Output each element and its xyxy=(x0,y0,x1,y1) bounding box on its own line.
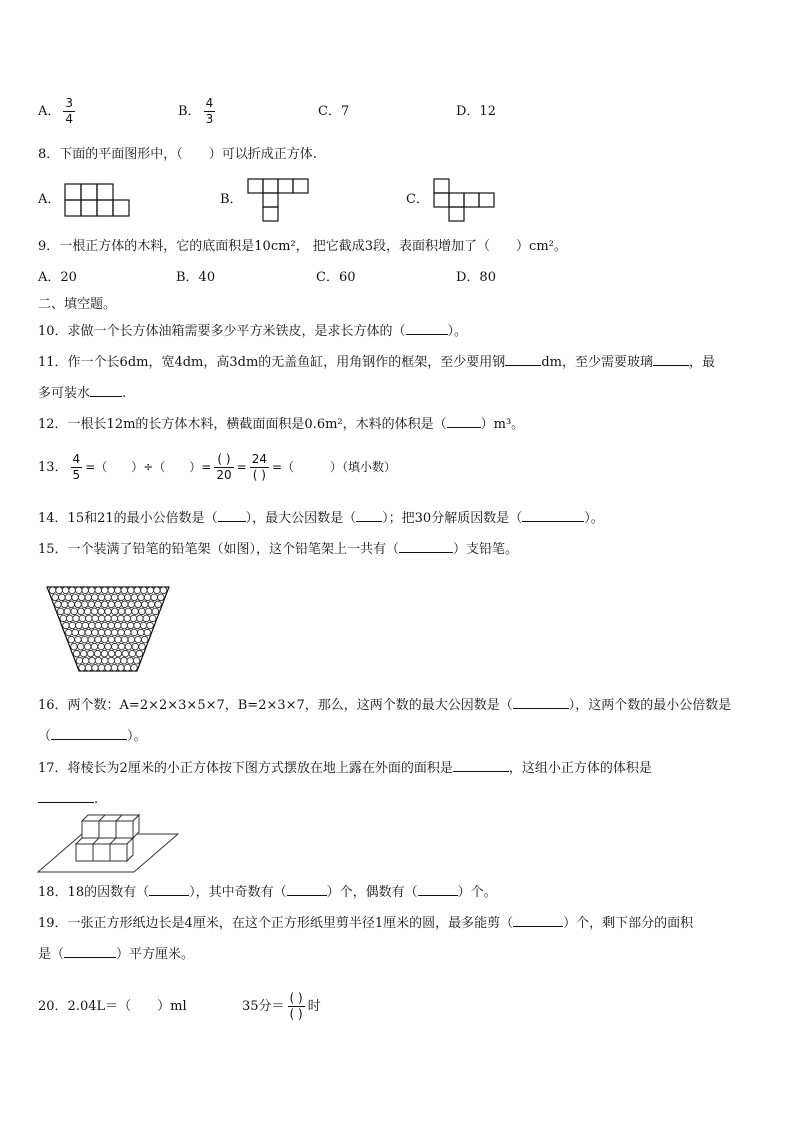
q20-text-1: 20．2.04L＝（ ）ml xyxy=(38,999,187,1014)
q14-text-2: ），最大公因数是（ xyxy=(245,511,357,526)
q13-text-2: = xyxy=(236,460,247,474)
pencil-circle xyxy=(72,594,79,601)
q16-question-line2 xyxy=(38,727,147,746)
pencil-circle xyxy=(98,608,105,615)
pencil-circle xyxy=(98,643,105,650)
pencil-circle xyxy=(134,622,141,629)
stacked-cubes-figure xyxy=(36,812,180,874)
pencil-circle xyxy=(115,636,122,643)
pencil-circle xyxy=(151,594,158,601)
q13-label: 13． xyxy=(38,460,68,475)
fraction-numerator: 4 xyxy=(72,452,81,466)
q20-text-3: 时 xyxy=(307,999,321,1014)
q19-question-line2 xyxy=(38,945,194,964)
q12-text-2: ）m³。 xyxy=(480,417,525,432)
pencil-circle xyxy=(144,629,151,636)
pencil-circle xyxy=(144,594,151,601)
pencil-circle xyxy=(128,601,135,608)
pencil-circle xyxy=(138,594,145,601)
q19-question xyxy=(38,914,693,933)
pencil-circle xyxy=(98,594,105,601)
pencil-circle xyxy=(108,650,115,657)
answer-blank[interactable] xyxy=(287,883,327,896)
pencil-circle xyxy=(71,608,78,615)
fraction-denominator: 20 xyxy=(216,468,232,482)
q14-question xyxy=(38,509,604,528)
pencil-circle xyxy=(108,587,115,594)
pencil-circle xyxy=(79,615,86,622)
q13-fraction-3[interactable] xyxy=(250,452,269,483)
q7-option-a-label: A． xyxy=(38,104,61,119)
q9-option-b: B．40 xyxy=(176,270,216,285)
q8-net-c-figure xyxy=(432,177,496,225)
pencil-circle xyxy=(118,643,125,650)
pencil-circle xyxy=(115,601,122,608)
pencil-circle xyxy=(57,608,64,615)
pencil-circle xyxy=(129,650,136,657)
pencil-circle xyxy=(135,636,142,643)
pencil-circle xyxy=(92,664,99,671)
q19-text-2: ）个，剩下部分的面积 xyxy=(563,916,694,931)
pencil-circle xyxy=(132,608,139,615)
section-heading-fill-blank: 二、填空题。 xyxy=(38,297,117,312)
pencil-circle xyxy=(118,629,125,636)
q13-question xyxy=(38,452,396,483)
q17-question-line2 xyxy=(38,790,98,809)
q18-text-1: 18．18的因数有（ xyxy=(38,885,150,900)
q10-question xyxy=(38,322,467,341)
pencil-circle xyxy=(130,615,137,622)
pencil-circle xyxy=(95,601,102,608)
answer-blank[interactable] xyxy=(453,759,509,772)
pencil-circle xyxy=(91,608,98,615)
pencil-circle xyxy=(117,615,124,622)
pencil-circle xyxy=(101,622,108,629)
pencil-circle xyxy=(108,601,115,608)
pencil-circle xyxy=(66,615,73,622)
pencil-circle xyxy=(108,636,115,643)
answer-blank[interactable] xyxy=(447,415,481,428)
pencil-circle xyxy=(85,664,92,671)
pencil-circle xyxy=(101,601,108,608)
q14-text-4: ）。 xyxy=(584,511,604,526)
q18-text-3: ）个，偶数有（ xyxy=(326,885,418,900)
pencil-circle xyxy=(81,636,88,643)
pencil-circle xyxy=(75,587,82,594)
pencil-circle xyxy=(121,601,128,608)
pencil-circle xyxy=(73,650,80,657)
q18-text-2: ），其中奇数有（ xyxy=(189,885,287,900)
pencil-circle xyxy=(118,594,125,601)
pencil-circle xyxy=(131,629,138,636)
pencil-circle xyxy=(82,622,89,629)
q20-fraction[interactable] xyxy=(288,991,305,1022)
q20-text-2: 35分＝ xyxy=(242,999,285,1014)
pencil-circle xyxy=(78,608,85,615)
pencil-circle xyxy=(85,629,92,636)
pencil-circle xyxy=(127,622,134,629)
fraction-denominator: 3 xyxy=(205,112,214,126)
pencil-circle xyxy=(88,636,95,643)
q12-text-1: 12．一根长12m的长方体木料，横截面面积是0.6m²，木料的体积是（ xyxy=(38,417,447,432)
q8-net-b-figure xyxy=(246,177,310,225)
q11-question-line2 xyxy=(38,384,126,403)
pencil-circle xyxy=(78,629,85,636)
q11-text-1: 11．作一个长6dm，宽4dm，高3dm的无盖鱼缸，用角钢作的框架，至少要用钢 xyxy=(38,355,506,370)
answer-blank[interactable] xyxy=(653,353,689,366)
pencil-circle xyxy=(73,615,80,622)
pencil-circle xyxy=(79,664,86,671)
pencil-circle xyxy=(75,601,82,608)
pencil-circle xyxy=(140,622,147,629)
pencil-circle xyxy=(92,615,99,622)
q15-text-1: 15．一个装满了铅笔的铅笔架（如图），这个铅笔架上一共有（ xyxy=(38,542,400,557)
pencil-circle xyxy=(155,601,162,608)
pencil-circle xyxy=(76,657,83,664)
q7-option-a xyxy=(38,96,178,127)
q9-question: 9．一根正方体的木料，它的底面积是10cm²， 把它截成3段，表面积增加了（ ）cm²。 xyxy=(38,239,567,254)
pencil-circle xyxy=(114,622,121,629)
fraction-denominator: 5 xyxy=(72,468,81,482)
answer-blank[interactable] xyxy=(399,540,453,553)
pencil-circle xyxy=(147,622,154,629)
q7-option-b-label: B． xyxy=(178,104,201,119)
answer-blank[interactable] xyxy=(218,509,246,522)
fraction-numerator: 24 xyxy=(251,452,267,466)
q16-text-1: 16．两个数：A=2×2×3×5×7，B=2×3×7，那么，这两个数的最大公因数是（ xyxy=(38,698,513,713)
pencil-circle xyxy=(105,629,112,636)
pencil-circle xyxy=(63,622,70,629)
pencil-circle xyxy=(121,657,128,664)
fraction-numerator: 3 xyxy=(65,96,74,110)
pencil-circle xyxy=(98,615,105,622)
pencil-circle xyxy=(81,601,88,608)
q17-text-2: ，这组小正方体的体积是 xyxy=(508,761,652,776)
pencil-circle xyxy=(84,643,91,650)
answer-blank[interactable] xyxy=(418,883,458,896)
pencil-circle xyxy=(95,587,102,594)
pencil-circle xyxy=(75,636,82,643)
answer-blank[interactable] xyxy=(513,914,563,927)
pencil-circle xyxy=(105,664,112,671)
q16-question xyxy=(38,696,731,715)
pencil-circle xyxy=(141,636,148,643)
pencil-circle xyxy=(72,629,79,636)
q11-text-3: ，最 xyxy=(688,355,715,370)
q7-option-a-fraction xyxy=(63,96,75,127)
pencil-circle xyxy=(121,636,128,643)
answer-blank[interactable] xyxy=(51,727,127,740)
q7-options xyxy=(38,96,496,127)
pencil-circle xyxy=(60,615,67,622)
q15-text-2: ）支铅笔。 xyxy=(453,542,519,557)
pencil-circle xyxy=(137,615,144,622)
q12-question xyxy=(38,415,524,434)
q7-option-b-fraction xyxy=(204,96,216,127)
q8-net-a-figure xyxy=(64,183,132,217)
q16-text-4: ）。 xyxy=(127,729,147,744)
q9-option-d: D．80 xyxy=(456,270,496,285)
answer-blank[interactable] xyxy=(522,509,584,522)
pencil-circle xyxy=(115,650,122,657)
pencil-circle xyxy=(55,601,62,608)
pencil-circle xyxy=(141,587,148,594)
pencil-circle xyxy=(94,650,101,657)
pencil-circle xyxy=(114,587,121,594)
q16-text-3: （ xyxy=(38,729,52,744)
pencil-circle xyxy=(111,643,118,650)
pencil-circle xyxy=(102,657,109,664)
q10-text-1: 10．求做一个长方体油箱需要多少平方米铁皮，是求长方体的（ xyxy=(38,324,406,339)
pencil-circle xyxy=(105,643,112,650)
pencil-circle xyxy=(98,664,105,671)
q7-option-c: C．7 xyxy=(318,104,350,119)
pencil-rack-figure xyxy=(44,585,172,673)
pencil-circle xyxy=(69,622,76,629)
pencil-circle xyxy=(105,594,112,601)
pencil-circle xyxy=(101,636,108,643)
q11-text-5: . xyxy=(122,386,127,401)
q17-text-1: 17．将棱长为2厘米的小正方体按下图方式摆放在地上露在外面的面积是 xyxy=(38,761,453,776)
pencil-circle xyxy=(105,615,112,622)
q20-question xyxy=(38,991,321,1022)
pencil-circle xyxy=(125,643,132,650)
pencil-circle xyxy=(125,608,132,615)
q8-option-b-label: B． xyxy=(220,192,243,207)
pencil-circle xyxy=(76,622,83,629)
q13-text-1: =（ ）÷（ ）= xyxy=(85,460,212,474)
pencil-circle xyxy=(147,587,154,594)
pencil-circle xyxy=(82,587,89,594)
pencil-circle xyxy=(59,594,66,601)
pencil-circle xyxy=(82,657,89,664)
pencil-circle xyxy=(80,650,87,657)
answer-blank[interactable] xyxy=(513,696,569,709)
pencil-circle xyxy=(127,657,134,664)
pencil-circle xyxy=(121,587,128,594)
q15-question xyxy=(38,540,518,559)
pencil-circle xyxy=(134,587,141,594)
pencil-circle xyxy=(128,636,135,643)
pencil-circle xyxy=(68,601,75,608)
pencil-circle xyxy=(101,650,108,657)
fraction-denominator: 4 xyxy=(65,112,74,126)
fraction-denominator: ( ) xyxy=(252,468,266,482)
q8-option-a-label: A． xyxy=(38,192,61,207)
pencil-circle xyxy=(124,615,131,622)
answer-blank[interactable] xyxy=(406,322,448,335)
q14-text-3: ）；把30分解质因数是（ xyxy=(382,511,523,526)
pencil-circle xyxy=(114,657,121,664)
pencil-circle xyxy=(139,608,146,615)
pencil-circle xyxy=(157,594,164,601)
pencil-circle xyxy=(92,629,99,636)
answer-blank[interactable] xyxy=(356,509,382,522)
pencil-circle xyxy=(149,615,156,622)
pencil-circle xyxy=(105,608,112,615)
pencil-circle xyxy=(88,601,95,608)
pencil-circle xyxy=(52,594,59,601)
fraction-numerator: ( ) xyxy=(289,991,303,1005)
pencil-circle xyxy=(56,587,63,594)
pencil-circle xyxy=(121,622,128,629)
pencil-circle xyxy=(71,643,78,650)
pencil-circle xyxy=(124,629,131,636)
q19-text-1: 19．一张正方形纸边长是4厘米，在这个正方形纸里剪半径1厘米的圆，最多能剪（ xyxy=(38,916,514,931)
pencil-circle xyxy=(61,601,68,608)
pencil-circle xyxy=(152,608,159,615)
pencil-circle xyxy=(122,650,129,657)
pencil-circle xyxy=(145,608,152,615)
q13-fraction-1 xyxy=(71,452,83,483)
pencil-circle xyxy=(62,587,69,594)
pencil-circle xyxy=(141,601,148,608)
pencil-circle xyxy=(124,594,131,601)
pencil-circle xyxy=(95,636,102,643)
q11-text-4: 多可装水 xyxy=(38,386,91,401)
pencil-circle xyxy=(111,664,118,671)
q8-question: 8．下面的平面图形中，（ ）可以折成正方体. xyxy=(38,147,317,162)
pencil-circle xyxy=(64,608,71,615)
q19-text-3: 是（ xyxy=(38,947,65,962)
q14-text-1: 14．15和21的最小公倍数是（ xyxy=(38,511,218,526)
answer-blank[interactable] xyxy=(38,790,94,803)
pencil-circle xyxy=(118,608,125,615)
q18-text-4: ）个。 xyxy=(457,885,497,900)
q7-option-b xyxy=(178,96,318,127)
pencil-circle xyxy=(92,594,99,601)
pencil-circle xyxy=(137,629,144,636)
fraction-numerator: ( ) xyxy=(214,452,233,468)
q9-option-a: A．20 xyxy=(38,270,77,285)
pencil-circle xyxy=(69,587,76,594)
q19-text-4: ）平方厘米。 xyxy=(116,947,195,962)
q18-question xyxy=(38,883,497,902)
pencil-circle xyxy=(91,643,98,650)
pencil-circle xyxy=(124,664,131,671)
pencil-circle xyxy=(49,587,56,594)
pencil-circle xyxy=(139,643,146,650)
q17-question xyxy=(38,759,652,778)
pencil-circle xyxy=(78,643,85,650)
q13-text-3: =（ ）（填小数） xyxy=(271,460,397,474)
q7-option-d: D．12 xyxy=(456,104,496,119)
fraction-denominator: ( ) xyxy=(289,1007,303,1021)
pencil-circle xyxy=(78,594,85,601)
pencil-circle xyxy=(143,615,150,622)
pencil-circle xyxy=(131,664,138,671)
pencil-circle xyxy=(160,587,167,594)
q10-text-2: ）。 xyxy=(447,324,468,339)
fraction-numerator: 4 xyxy=(205,96,214,110)
pencil-circle xyxy=(108,657,115,664)
pencil-circle xyxy=(148,601,155,608)
pencil-circle xyxy=(111,594,118,601)
pencil-circle xyxy=(131,594,138,601)
q17-text-3: . xyxy=(94,792,99,807)
q11-question xyxy=(38,353,715,372)
q13-fraction-2[interactable] xyxy=(214,452,233,483)
pencil-circle xyxy=(95,622,102,629)
pencil-circle xyxy=(87,650,94,657)
pencil-circle xyxy=(88,587,95,594)
pencil-circle xyxy=(89,657,96,664)
pencil-circle xyxy=(111,608,118,615)
pencil-circle xyxy=(84,608,91,615)
pencil-circle xyxy=(101,587,108,594)
pencil-circle xyxy=(95,657,102,664)
q9-options xyxy=(38,269,496,287)
answer-blank[interactable] xyxy=(505,353,541,366)
pencil-circle xyxy=(128,587,135,594)
pencil-circle xyxy=(98,629,105,636)
pencil-circle xyxy=(111,629,118,636)
pencil-circle xyxy=(154,587,161,594)
answer-blank[interactable] xyxy=(90,384,122,397)
answer-blank[interactable] xyxy=(64,945,116,958)
pencil-circle xyxy=(65,629,72,636)
q16-text-2: ），这两个数的最小公倍数是 xyxy=(568,698,732,713)
pencil-circle xyxy=(89,622,96,629)
pencil-circle xyxy=(118,664,125,671)
pencil-circle xyxy=(86,615,93,622)
pencil-circle xyxy=(111,615,118,622)
pencil-circle xyxy=(85,594,92,601)
q11-text-2: dm，至少需要玻璃 xyxy=(541,355,653,370)
pencil-circle xyxy=(108,622,115,629)
pencil-circle xyxy=(135,601,142,608)
answer-blank[interactable] xyxy=(149,883,189,896)
pencil-circle xyxy=(133,657,140,664)
q9-option-c: C．60 xyxy=(316,270,356,285)
pencil-circle xyxy=(68,636,75,643)
pencil-circle xyxy=(65,594,72,601)
pencil-circle xyxy=(136,650,143,657)
pencil-circle xyxy=(132,643,139,650)
q8-option-c-label: C． xyxy=(406,192,429,207)
